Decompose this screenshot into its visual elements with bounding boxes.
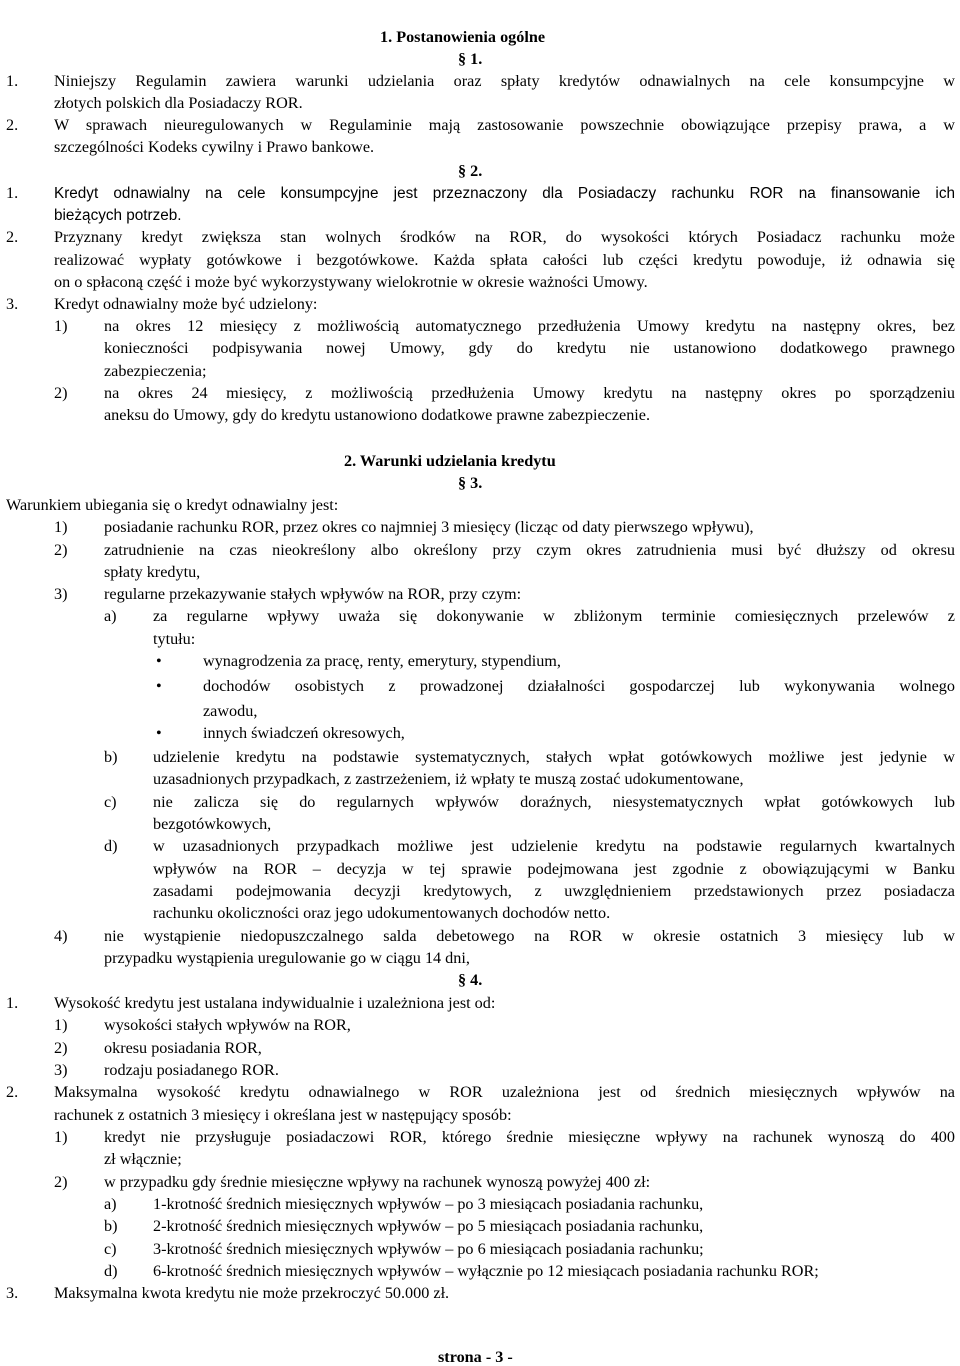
- list-letter: d): [104, 1262, 118, 1280]
- list-letter: b): [104, 1217, 118, 1235]
- list-number: 1.: [6, 72, 19, 90]
- list-number: 1): [54, 1128, 68, 1146]
- list-item-text: uzasadnionych przypadkach, z zastrzeżeniem, iż wpłaty te muszą zostać udokumentowane,: [153, 770, 744, 788]
- list-item-text: przypadku wystąpienia uregulowanie go w ciągu 14 dni,: [104, 949, 470, 967]
- list-item-text: nie zalicza się do regularnych wpływów doraźnych, niesystematycznych wpłat gotówkowych lub: [153, 793, 955, 811]
- section-heading-2: 2. Warunki udzielania kredytu: [344, 452, 556, 470]
- list-number: 3.: [6, 1284, 19, 1302]
- list-number: 1): [54, 317, 68, 335]
- list-item-text: nie wystąpienie niedopuszczalnego salda debetowego na ROR w okresie ostatnich 3 miesięcy lub w: [104, 927, 955, 945]
- paragraph-text: bieżących potrzeb.: [54, 207, 182, 224]
- list-item-text: zasadami podejmowania decyzji kredytowych, z uwzględnieniem przedstawionych przez posiadacza: [153, 882, 955, 900]
- paragraph-text: Warunkiem ubiegania się o kredyt odnawialny jest:: [6, 496, 339, 514]
- list-item-text: na okres 24 miesięcy, z możliwością przedłużenia Umowy kredytu na następny okres po sporządzeniu: [104, 384, 955, 402]
- list-letter: c): [104, 793, 117, 811]
- section-heading-1: 1. Postanowienia ogólne: [380, 28, 546, 46]
- list-number: 2.: [6, 1083, 19, 1101]
- list-item-text: udzielenie kredytu na podstawie systematycznych, stałych wpłat gotówkowych możliwe jest jedynie w: [153, 748, 955, 766]
- list-item-text: zabezpieczenia;: [104, 362, 207, 380]
- list-number: 4): [54, 927, 68, 945]
- list-item-text: w uzasadnionych przypadkach możliwe jest udzielenie kredytu na podstawie regularnych kwartalnych: [153, 837, 955, 855]
- list-number: 3): [54, 1061, 68, 1079]
- list-number: 2): [54, 1173, 68, 1191]
- list-item-text: spłaty kredytu,: [104, 563, 201, 581]
- list-letter: c): [104, 1240, 117, 1258]
- list-number: 2.: [6, 116, 19, 134]
- paragraph-text: on o spłaconą część i może być wykorzystywany wielokrotnie w okresie ważności Umowy.: [54, 273, 648, 291]
- list-number: 2): [54, 541, 68, 559]
- paragraph-text: W sprawach nieuregulowanych w Regulaminie mają zastosowanie powszechnie obowiązujące przepisy prawa, a w: [54, 116, 955, 134]
- paragraph-text: rachunek z ostatnich 3 miesięcy i określana jest w następujący sposób:: [54, 1106, 512, 1124]
- list-number: 1.: [6, 184, 19, 202]
- list-number: 1): [54, 1016, 68, 1034]
- list-item-text: bezgotówkowych,: [153, 815, 272, 833]
- list-item-text: aneksu do Umowy, gdy do kredytu ustanowiono dodatkowe prawne zabezpieczenie.: [104, 406, 651, 424]
- paragraph-text: Maksymalna kwota kredytu nie może przekroczyć 50.000 zł.: [54, 1284, 450, 1302]
- list-item-text: posiadanie rachunku ROR, przez okres co najmniej 3 miesięcy (licząc od daty pierwszego wpływu),: [104, 518, 754, 536]
- bullet-text: wynagrodzenia za pracę, renty, emerytury, stypendium,: [203, 652, 561, 670]
- list-letter: a): [104, 607, 117, 625]
- list-item-text: kredyt nie przysługuje posiadaczowi ROR, którego średnie miesięczne wpływy na rachunek wynoszą do 400: [104, 1128, 955, 1146]
- paragraph-text: Niniejszy Regulamin zawiera warunki udzielania oraz spłaty kredytów odnawialnych na cele konsumpcyjne w: [54, 72, 955, 90]
- list-item-text: regularne przekazywanie stałych wpływów na ROR, przy czym:: [104, 585, 522, 603]
- list-number: 1.: [6, 994, 19, 1012]
- paragraph-text: złotych polskich dla Posiadaczy ROR.: [54, 94, 303, 112]
- list-item-text: rachunku okoliczności oraz jego udokumentowanych dochodów netto.: [153, 904, 611, 922]
- bullet-icon: •: [156, 724, 162, 742]
- bullet-text: zawodu,: [203, 702, 258, 720]
- list-item-text: 6-krotność średnich miesięcznych wpływów – wyłącznie po 12 miesiącach posiadania rachunku ROR;: [153, 1262, 819, 1280]
- list-item-text: zł włącznie;: [104, 1150, 182, 1168]
- paragraph-marker-4: § 4.: [458, 971, 483, 989]
- list-number: 3): [54, 585, 68, 603]
- paragraph-marker-2: § 2.: [458, 162, 483, 180]
- paragraph-text: Kredyt odnawialny może być udzielony:: [54, 295, 318, 313]
- list-item-text: za regularne wpływy uważa się dokonywanie w zbliżonym terminie comiesięcznych przelewów z: [153, 607, 955, 625]
- list-letter: b): [104, 748, 118, 766]
- paragraph-text: Przyznany kredyt zwiększa stan wolnych środków na ROR, do wysokości których Posiadacz rachunku może: [54, 228, 955, 246]
- list-item-text: okresu posiadania ROR,: [104, 1039, 262, 1057]
- paragraph-text: Kredyt odnawialny na cele konsumpcyjne jest przeznaczony dla Posiadaczy rachunku ROR na finansowanie ich: [54, 185, 955, 202]
- list-item-text: zatrudnienie na czas nieokreślony albo określony przy czym okres zatrudnienia musi być dłuższy od okresu: [104, 541, 955, 559]
- page-footer: strona - 3 -: [438, 1348, 513, 1366]
- paragraph-marker-3: § 3.: [458, 474, 483, 492]
- list-number: 2): [54, 1039, 68, 1057]
- list-item-text: wysokości stałych wpływów na ROR,: [104, 1016, 351, 1034]
- paragraph-text: szczególności Kodeks cywilny i Prawo bankowe.: [54, 138, 375, 156]
- list-item-text: 2-krotność średnich miesięcznych wpływów – po 5 miesiącach posiadania rachunku,: [153, 1217, 704, 1235]
- list-item-text: tytułu:: [153, 630, 196, 648]
- list-letter: d): [104, 837, 118, 855]
- paragraph-marker-1: § 1.: [458, 50, 483, 68]
- list-item-text: w przypadku gdy średnie miesięczne wpływy na rachunek wynoszą powyżej 400 zł:: [104, 1173, 651, 1191]
- list-number: 2): [54, 384, 68, 402]
- bullet-icon: •: [156, 677, 162, 695]
- list-item-text: rodzaju posiadanego ROR.: [104, 1061, 279, 1079]
- list-item-text: na okres 12 miesięcy z możliwością automatycznego przedłużenia Umowy kredytu na następny okres, bez: [104, 317, 955, 335]
- list-number: 2.: [6, 228, 19, 246]
- list-number: 3.: [6, 295, 19, 313]
- paragraph-text: Wysokość kredytu jest ustalana indywidualnie i uzależniona jest od:: [54, 994, 496, 1012]
- bullet-text: innych świadczeń okresowych,: [203, 724, 405, 742]
- paragraph-text: Maksymalna wysokość kredytu odnawialnego w ROR uzależniona jest od średnich miesięcznych wpływów na: [54, 1083, 955, 1101]
- list-item-text: konieczności podpisywania nowej Umowy, gdy do kredytu nie ustanowiono dodatkowego prawnego: [104, 339, 955, 357]
- list-letter: a): [104, 1195, 117, 1213]
- paragraph-text: realizować wypłaty gotówkowe i bezgotówkowe. Każda spłata całości lub części kredytu powoduje, iż odnawia się: [54, 251, 955, 269]
- list-item-text: 1-krotność średnich miesięcznych wpływów – po 3 miesiącach posiadania rachunku,: [153, 1195, 704, 1213]
- list-item-text: wpływów na ROR – decyzja w tej sprawie podejmowana jest zgodnie z obowiązującymi w Banku: [153, 860, 955, 878]
- bullet-text: dochodów osobistych z prowadzonej działalności gospodarczej lub wykonywania wolnego: [203, 677, 955, 695]
- bullet-icon: •: [156, 652, 162, 670]
- list-number: 1): [54, 518, 68, 536]
- list-item-text: 3-krotność średnich miesięcznych wpływów – po 6 miesiącach posiadania rachunku;: [153, 1240, 704, 1258]
